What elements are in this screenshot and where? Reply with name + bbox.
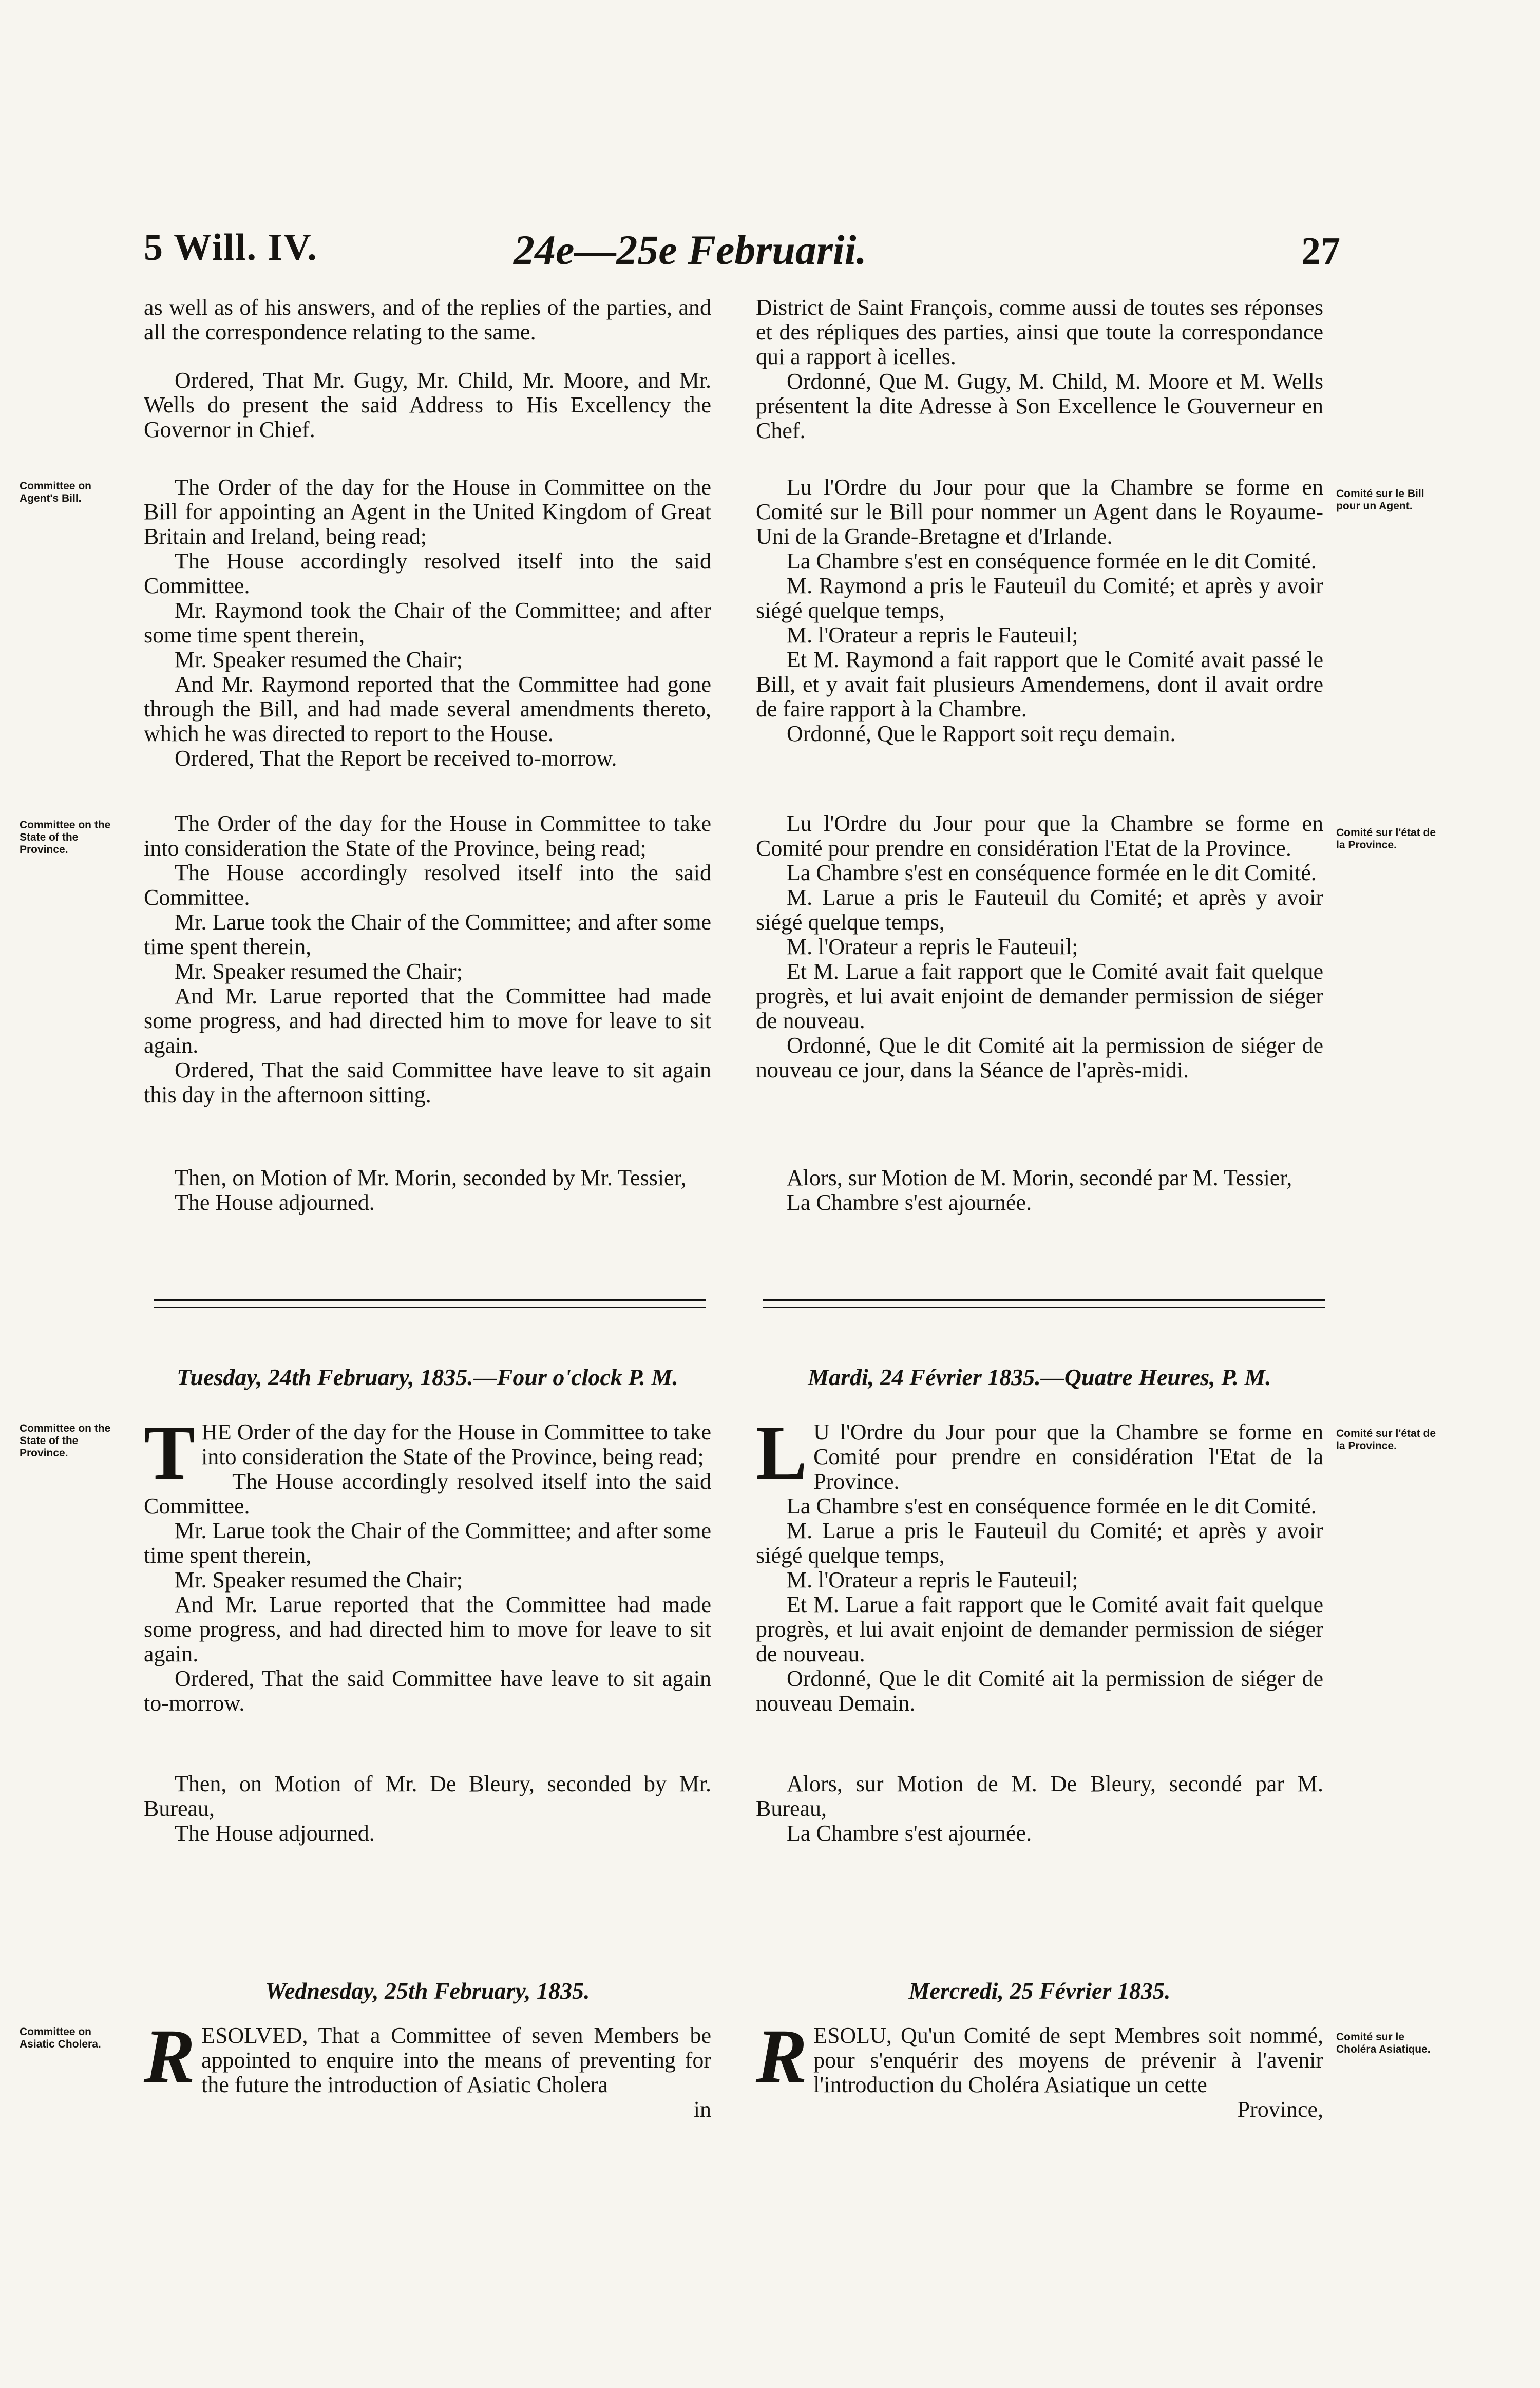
paragraph: Et M. Raymond a fait rapport que le Comité avait passé le Bill, et y avait fait plusieurs Amendemens, dont il avait ordre de faire rapport à la Chambre. — [756, 647, 1323, 722]
english-state-province — [144, 811, 711, 1107]
section-rule — [154, 1307, 706, 1308]
opening-paragraph: L U l'Ordre du Jour pour que la Chambre se forme en Comité pour prendre en considération l'Etat de la Province. — [756, 1410, 1323, 1495]
paragraph: The Order of the day for the House in Committee to take into consideration the State of the Province, being read; — [144, 811, 711, 861]
date-heading: 24e—25e Februarii. — [514, 226, 867, 273]
catchword: Province, — [1237, 2097, 1323, 2122]
resolution-paragraph: RESOLVED, That a Committee of seven Members be appointed to enquire into the means of preventing for the future the introduction of Asiatic Cholera — [144, 2014, 711, 2099]
margin-note-state-province-2: Committee on the State of the Province. — [20, 1423, 111, 1459]
drop-cap: T — [144, 1410, 196, 1495]
adjourned-text: The House adjourned. — [175, 1821, 375, 1846]
paragraph: The House accordingly resolved itself into the said Committee. — [144, 1469, 711, 1519]
ordered-paragraph: Ordonné, Que M. Gugy, M. Child, M. Moore et M. Wells présentent la dite Adresse à Son Excellence le Gouverneur en Chef. — [756, 369, 1323, 443]
section-rule — [154, 1299, 706, 1301]
page-number: 27 — [1301, 230, 1340, 273]
english-column-top — [144, 295, 711, 442]
paragraph: M. Larue a pris le Fauteuil du Comité; et après y avoir siégé quelque temps, — [756, 885, 1323, 935]
margin-note-cholera: Committee on Asiatic Cholera. — [20, 2026, 101, 2050]
paragraph: M. l'Orateur a repris le Fauteuil; — [787, 934, 1078, 959]
paragraph: Ordered, That the said Committee have leave to sit again to-morrow. — [144, 1666, 711, 1716]
section-rule — [763, 1299, 1325, 1301]
margin-note-state-province-fr: Comité sur l'état de la Province. — [1336, 827, 1436, 851]
continued-text: as well as of his answers, and of the replies of the parties, and all the correspondence relating to the same. — [144, 295, 711, 345]
margin-note-agent-bill-fr: Comité sur le Bill pour un Agent. — [1336, 488, 1424, 512]
motion-text: Then, on Motion of Mr. De Bleury, seconded by Mr. Bureau, — [144, 1771, 711, 1821]
margin-note-state-province: Committee on the State of the Province. — [20, 819, 111, 856]
paragraph: Ordonné, Que le Rapport soit reçu demain. — [787, 721, 1176, 746]
paragraph: Mr. Larue took the Chair of the Committee; and after some time spent therein, — [144, 909, 711, 959]
margin-note-cholera-fr: Comité sur le Choléra Asiatique. — [1336, 2031, 1431, 2055]
french-adjournment-1 — [756, 1166, 1323, 1215]
paragraph: Ordered, That the said Committee have leave to sit again this day in the afternoon sitting. — [144, 1057, 711, 1107]
french-adjournment-2 — [756, 1772, 1323, 1846]
paragraph: Et M. Larue a fait rapport que le Comité avait fait quelque progrès, et lui avait enjoint de demander permission de siéger de nouveau. — [756, 959, 1323, 1033]
paragraph: M. l'Orateur a repris le Fauteuil; — [787, 622, 1078, 648]
paragraph: La Chambre s'est en conséquence formée en le dit Comité. — [787, 548, 1317, 574]
motion-text: Alors, sur Motion de M. Morin, secondé par M. Tessier, — [787, 1165, 1292, 1190]
english-wednesday — [144, 2014, 711, 2122]
english-agent-bill — [144, 475, 711, 771]
adjourned-text: La Chambre s'est ajournée. — [787, 1190, 1032, 1215]
paragraph: M. Larue a pris le Fauteuil du Comité; et après y avoir siégé quelque temps, — [756, 1518, 1323, 1568]
margin-note-state-province-2-fr: Comité sur l'état de la Province. — [1336, 1428, 1436, 1452]
date-line-en: Wednesday, 25th February, 1835. — [265, 1978, 590, 2004]
paragraph: Mr. Speaker resumed the Chair; — [175, 1567, 463, 1593]
opening-paragraph: THE Order of the day for the House in Committee to take into consideration the State of the Province, being read; — [144, 1410, 711, 1495]
drop-cap: L — [756, 1410, 808, 1495]
english-adjournment-1 — [144, 1166, 711, 1215]
paragraph: Ordonné, Que le dit Comité ait la permission de siéger de nouveau ce jour, dans la Séance de l'après-midi. — [756, 1033, 1323, 1083]
paragraph: M. l'Orateur a repris le Fauteuil; — [787, 1567, 1078, 1593]
catchword: in — [693, 2097, 711, 2122]
paragraph: Mr. Larue took the Chair of the Committee; and after some time spent therein, — [144, 1518, 711, 1568]
paragraph: Lu l'Ordre du Jour pour que la Chambre se forme en Comité pour prendre en considération l'Etat de la Province. — [756, 811, 1323, 861]
paragraph: La Chambre s'est en conséquence formée en le dit Comité. — [787, 1493, 1317, 1519]
paragraph: M. Raymond a pris le Fauteuil du Comité; et après y avoir siégé quelque temps, — [756, 573, 1323, 623]
running-head — [144, 226, 1340, 277]
paragraph: The Order of the day for the House in Committee on the Bill for appointing an Agent in the United Kingdom of Great Britain and Ireland, being read; — [144, 475, 711, 549]
date-line-fr: Mardi, 24 Février 1835.—Quatre Heures, P. M. — [808, 1364, 1271, 1390]
paragraph: Mr. Raymond took the Chair of the Committee; and after some time spent therein, — [144, 598, 711, 648]
paragraph: And Mr. Larue reported that the Committee had made some progress, and had directed him to move for leave to sit again. — [144, 983, 711, 1058]
date-line-fr: Mercredi, 25 Février 1835. — [908, 1978, 1171, 2004]
french-tuesday — [756, 1410, 1323, 1716]
english-tuesday — [144, 1410, 711, 1716]
resolution-paragraph: RESOLU, Qu'un Comité de sept Membres soit nommé, pour s'enquérir des moyens de prévenir à l'avenir l'introduction du Choléra Asiatique un cette — [756, 2014, 1323, 2099]
paragraph: Mr. Speaker resumed the Chair; — [175, 959, 463, 984]
paragraph: Ordered, That the Report be received to-morrow. — [175, 746, 617, 771]
section-rule — [763, 1307, 1325, 1308]
french-agent-bill — [756, 475, 1323, 746]
paragraph: Ordonné, Que le dit Comité ait la permission de siéger de nouveau Demain. — [756, 1666, 1323, 1716]
paragraph: Mr. Speaker resumed the Chair; — [175, 647, 463, 672]
paragraph: And Mr. Larue reported that the Committee had made some progress, and had directed him to move for leave to sit again. — [144, 1592, 711, 1666]
motion-text: Then, on Motion of Mr. Morin, seconded by Mr. Tessier, — [175, 1165, 687, 1190]
french-state-province — [756, 811, 1323, 1083]
paragraph: Et M. Larue a fait rapport que le Comité avait fait quelque progrès, et lui avait enjoint de demander permission de siéger de nouveau. — [756, 1592, 1323, 1666]
paragraph: Lu l'Ordre du Jour pour que la Chambre se forme en Comité sur le Bill pour nommer un Agent dans le Royaume-Uni de la Grande-Bretagne et d'Irlande. — [756, 475, 1323, 549]
motion-text: Alors, sur Motion de M. De Bleury, secondé par M. Bureau, — [756, 1771, 1323, 1821]
date-line-en: Tuesday, 24th February, 1835.—Four o'clock P. M. — [177, 1364, 678, 1390]
drop-cap: R — [144, 2014, 196, 2099]
adjourned-text: The House adjourned. — [175, 1190, 375, 1215]
paragraph: And Mr. Raymond reported that the Committee had gone through the Bill, and had made several amendments thereto, which he was directed to report to the House. — [144, 672, 711, 746]
reign-label: 5 Will. IV. — [144, 226, 318, 269]
french-column-top — [756, 295, 1323, 443]
paragraph: La Chambre s'est en conséquence formée en le dit Comité. — [787, 860, 1317, 885]
paragraph: The House accordingly resolved itself into the said Committee. — [144, 860, 711, 910]
margin-note-agent-bill: Committee on Agent's Bill. — [20, 480, 92, 504]
drop-cap: R — [756, 2014, 808, 2099]
french-wednesday — [756, 2014, 1323, 2122]
paragraph: The House accordingly resolved itself into the said Committee. — [144, 548, 711, 598]
continued-text: District de Saint François, comme aussi de toutes ses réponses et des répliques des parties, ainsi que toute la correspondance qui a rapport à icelles. — [756, 295, 1323, 369]
adjourned-text: La Chambre s'est ajournée. — [787, 1821, 1032, 1846]
english-adjournment-2 — [144, 1772, 711, 1846]
ordered-paragraph: Ordered, That Mr. Gugy, Mr. Child, Mr. Moore, and Mr. Wells do present the said Address to His Excellency the Governor in Chief. — [144, 368, 711, 442]
